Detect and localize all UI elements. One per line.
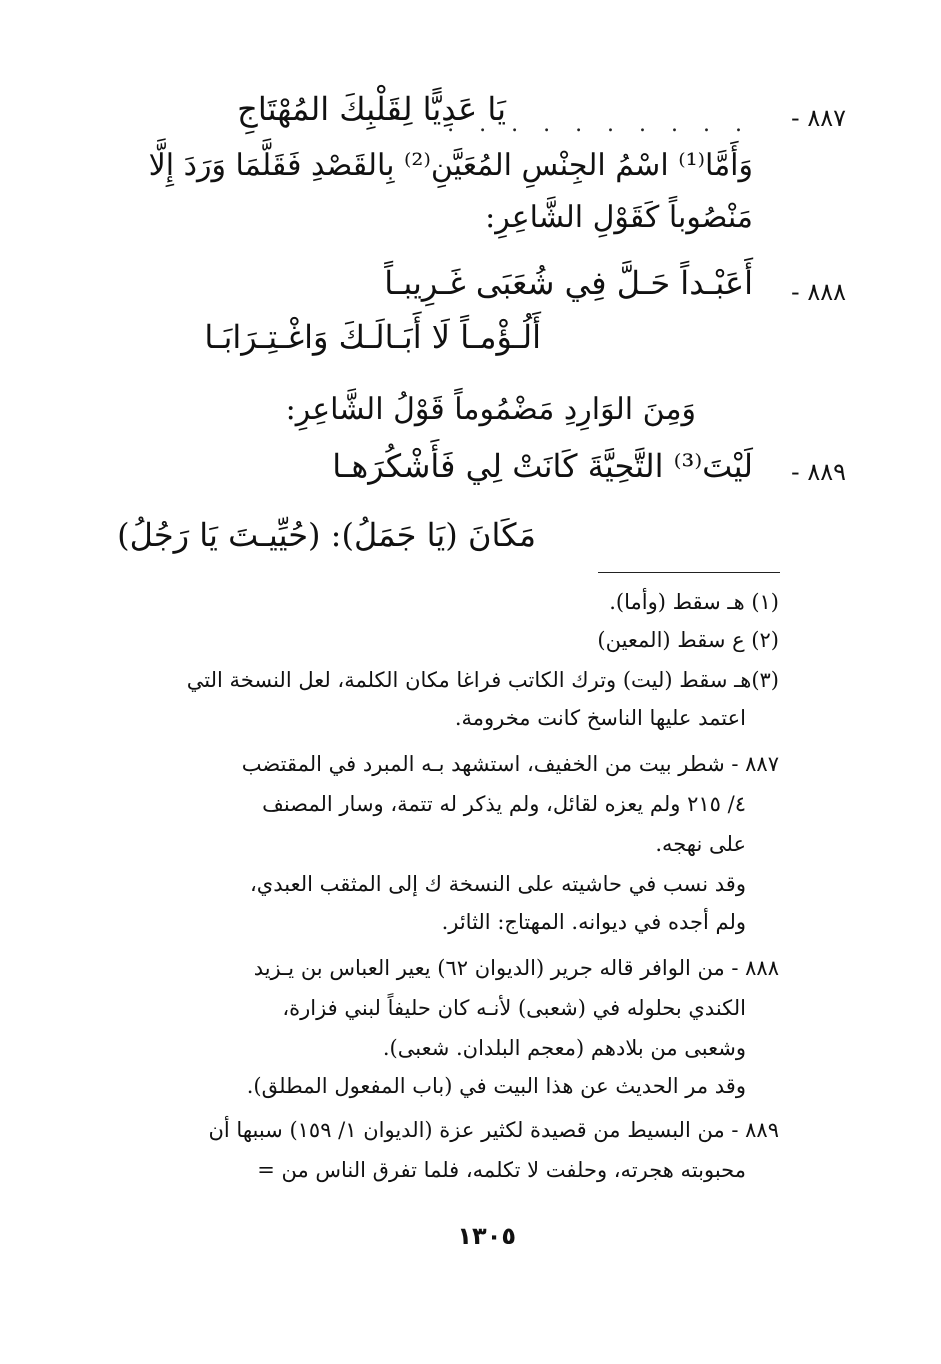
verse-888-hemistich-1: أَعَبْـداً حَـلَّ فِي شُعَبَى غَـرِيبـاً <box>384 264 753 302</box>
note-887-line-2: ٤/ ٢١٥ ولم يعزه لقائل، ولم يذكر له تتمة، وسار المصنف <box>262 792 746 816</box>
footnote-3-line-2: اعتمد عليها الناسخ كانت مخرومة. <box>454 706 746 730</box>
prose-line-3: وَمِنَ الوَارِدِ مَضْمُوماً قَوْلُ الشَّاعِرِ: <box>285 392 696 427</box>
prose-line-1: وَأَمَّا⁽¹⁾ اسْمُ الجِنْسِ المُعَيَّنِ⁽²⁾ بِالقَصْدِ فَقَلَّمَا وَرَدَ إِلَّا <box>148 148 753 183</box>
verse-number-888: ٨٨٨ - <box>791 278 846 306</box>
footnote-separator <box>598 572 780 573</box>
verse-number-889: ٨٨٩ - <box>791 458 846 486</box>
verse-888-hemistich-2: أَلُـؤْمـاً لَا أَبَـالَـكَ وَاغْـتِـرَابَـا <box>204 318 541 356</box>
footnote-1: (١) هـ سقط (وأما). <box>609 590 779 614</box>
verse-887-hemistich: يَا عَدِيًّا لِقَلْبِكَ المُهْتَاجِ <box>237 90 506 128</box>
verse-889-hemistich-2: مَكَانَ (يَا جَمَلُ): (حُيِّيـتَ يَا رَجُلُ) <box>117 516 536 554</box>
footnote-2: (٢) ع سقط (المعين) <box>597 628 779 652</box>
note-887-line-1: ٨٨٧ - شطر بيت من الخفيف، استشهد بـه المبرد في المقتضب <box>241 752 779 776</box>
note-888-line-2: الكندي بحلوله في (شعبى) لأنـه كان حليفاً لبني فزارة، <box>282 996 746 1020</box>
page-number: ١٣٠٥ <box>457 1222 516 1250</box>
note-887-line-4: وقد نسب في حاشيته على النسخة ك إلى المثقب العبدي، <box>250 872 746 896</box>
footnote-3-line-1: (٣)هـ سقط (ليت) وترك الكاتب فراغا مكان الكلمة، لعل النسخة التي <box>186 668 779 692</box>
note-888-line-3: وشعبى من بلادهم (معجم البلدان. شعبى). <box>382 1036 746 1060</box>
note-888-line-1: ٨٨٨ - من الوافر قاله جرير (الديوان ٦٢) يعير العباس بن يـزيد <box>253 956 779 980</box>
note-887-line-5: ولم أجده في ديوانه. المهتاج: الثائر. <box>441 910 746 934</box>
verse-number-887: ٨٨٧ - <box>791 104 846 132</box>
note-887-line-3: على نهجه. <box>655 832 746 856</box>
prose-line-2: مَنْصُوباً كَقَوْلِ الشَّاعِرِ: <box>485 200 753 235</box>
note-889-line-1: ٨٨٩ - من البسيط من قصيدة لكثير عزة (الديوان ١/ ١٥٩) سببها أن <box>208 1118 779 1142</box>
note-889-line-2: محبوبته هجرته، وحلفت لا تكلمه، فلما تفرق الناس من = <box>257 1158 746 1182</box>
note-888-line-4: وقد مر الحديث عن هذا البيت في (باب المفعول المطلق). <box>246 1074 746 1098</box>
verse-889-hemistich-1: لَيْتَ⁽³⁾ التَّحِيَّةَ كَانَتْ لِي فَأَشْكُرَهـا <box>332 447 753 485</box>
ellipsis-dots: . . . . . . . . . . <box>447 112 751 137</box>
